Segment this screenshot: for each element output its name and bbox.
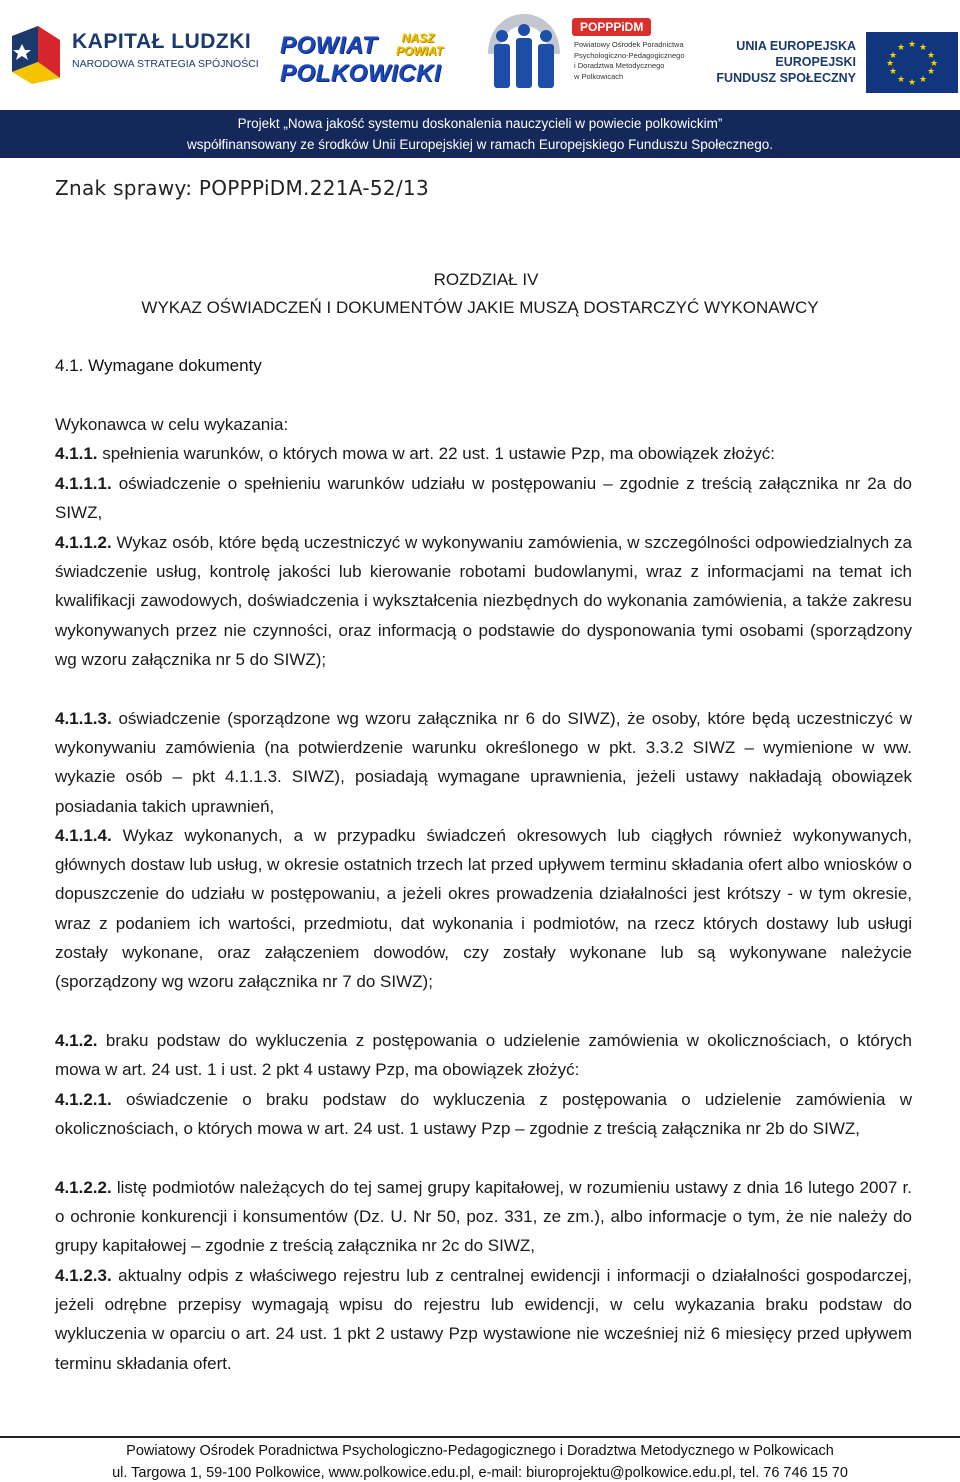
clause-number: 4.1.2. [55, 1031, 98, 1050]
kapital-ludzki-subtitle: NARODOWA STRATEGIA SPÓJNOŚCI [72, 58, 259, 70]
clause-number: 4.1.1.1. [55, 474, 112, 493]
popppidm-logo [480, 8, 685, 96]
clause-number: 4.1.2.3. [55, 1266, 112, 1285]
svg-text:★: ★ [926, 51, 936, 61]
popppidm-desc-line: Psychologiczno-Pedagogicznego [574, 50, 685, 60]
popppidm-description [574, 40, 685, 82]
kapital-ludzki-title: KAPITAŁ LUDZKI [72, 30, 252, 53]
clause-text: listę podmiotów należących do tej samej grupy kapitałowej, w rozumieniu ustawy z dnia 16 lutego 2007 r. o ochronie konkurencji i konsumentów (Dz. U. Nr 50, poz. 331, ze zm.), albo informacje o tym, że nie należy do grupy kapitałowej – zgodnie z treścią załącznika nr 2c do SIWZ, [55, 1178, 912, 1256]
project-line-1: Projekt „Nowa jakość systemu doskonalenia nauczycieli w powiecie polkowickim” [237, 116, 723, 131]
popppidm-desc-line: i Doradztwa Metodycznego [574, 61, 665, 70]
clause-text: braku podstaw do wykluczenia z postępowania o udzielenie zamówienia w okolicznościach, o których mowa w art. 24 ust. 1 i ust. 2 pkt 4 ustawy Pzp, ma obowiązek złożyć: [55, 1031, 912, 1080]
project-line-2: współfinansowany ze środków Unii Europejskiej w ramach Europejskiego Funduszu Społecznego. [186, 137, 774, 152]
clause-number: 4.1.1.4. [55, 826, 112, 845]
svg-text:★: ★ [896, 43, 906, 53]
section-heading: 4.1. Wymagane dokumenty [55, 356, 262, 375]
powiat-polkowicki-logo [278, 28, 444, 94]
svg-text:★: ★ [888, 51, 898, 61]
footer-contact: ul. Targowa 1, 59-100 Polkowice, www.polkowice.edu.pl, e-mail: biuroprojektu@polkowice.edu.pl, tel. 76 746 15 70 [112, 1465, 848, 1481]
kapital-ludzki-logo [8, 22, 259, 94]
clause-number: 4.1.1.2. [55, 533, 112, 552]
chapter-title: ROZDZIAŁ IV [433, 270, 539, 289]
clause-4-1-1-4 [55, 821, 912, 996]
intro-line: Wykonawca w celu wykazania: [55, 415, 289, 434]
clause-text: spełnienia warunków, o których mowa w art. 22 ust. 1 ustawie Pzp, ma obowiązek złożyć: [97, 444, 776, 463]
footer-divider [0, 1436, 960, 1438]
clause-text: aktualny odpis z właściwego rejestru lub z centralnej ewidencji i informacji o działalności gospodarczej, jeżeli odrębne przepisy wymagają wpisu do rejestru lub ewidencji, w celu wykazania braku podstaw do wykluczenia w oparciu o art. 24 ust. 1 pkt 2 ustawy Pzp wystawione nie wcześniej niż 6 miesięcy przed upływem terminu składania ofert. [55, 1266, 912, 1373]
popppidm-name: POPPPiDM [572, 18, 651, 36]
svg-text:★: ★ [929, 59, 939, 69]
clause-text: oświadczenie (sporządzone wg wzoru załącznika nr 6 do SIWZ), że osoby, które będą uczestniczyć w wykonywaniu zamówienia (na potwierdzenie warunku określonego w pkt. 3.3.2 SIWZ – wymienione w ww. wykazie osób – pkt 4.1.1.3. SIWZ), posiadają wymagane uprawnienia, jeżeli ustawy nakładają obowiązek posiadania takich uprawnień, [55, 709, 912, 816]
powiat-logo-tag: NASZ POWIAT [396, 31, 444, 58]
clause-4-1-2-3 [55, 1261, 912, 1378]
clause-4-1-1-3 [55, 704, 912, 821]
clause-4-1-1-1 [55, 469, 912, 527]
eu-text-line: EUROPEJSKI [775, 55, 856, 69]
powiat-logo-line2: POLKOWICKI [280, 60, 441, 87]
popppidm-desc-line: w Polkowicach [574, 71, 624, 81]
svg-text:★: ★ [888, 67, 898, 77]
clause-text: Wykaz wykonanych, a w przypadku świadczeń okresowych lub ciągłych również wykonywanych, głównych dostaw lub usług, w okresie ostatnich trzech lat przed upływem terminu składania ofert albo wniosków o dopuszczenie do udziału w postępowaniu, a jeżeli okres prowadzenia działalności jest krótszy - w tym okresie, wraz z podaniem ich wartości, przedmiotu, dat wykonania i podmiotów, na rzecz których dostawy lub usługi zostały wykonane, oraz załączeniem dowodów, czy zostały wykonane lub są wykonywane należycie (sporządzony wg wzoru załącznika nr 7 do SIWZ); [55, 826, 912, 992]
footer-institution: Powiatowy Ośrodek Poradnictwa Psychologiczno-Pedagogicznego i Doradztwa Metodycznego w Polkowicach [126, 1443, 834, 1459]
svg-text:★: ★ [907, 78, 917, 88]
clause-text: Wykaz osób, które będą uczestniczyć w wykonywaniu zamówienia, w szczególności odpowiedzialnych za świadczenie usług, kontrolę jakości lub kierowanie robotami budowlanymi, wraz z informacjami na temat ich kwalifikacji zawodowych, doświadczenia i wykształcenia niezbędnych do wykonania zamówienia, a także zakresu wykonywanych przez nie czynności, oraz informacją o podstawie do dysponowania tymi osobami (sporządzony wg wzoru załącznika nr 5 do SIWZ); [55, 533, 912, 669]
clause-number: 4.1.1. [55, 444, 98, 463]
powiat-logo-line1: POWIAT [280, 32, 378, 59]
popppidm-emblem-icon [480, 8, 568, 94]
popppidm-desc-line: Powiatowy Ośrodek Poradnictwa [574, 40, 684, 49]
svg-text:★: ★ [926, 67, 936, 77]
clause-text: oświadczenie o braku podstaw do wykluczenia z postępowania o udzielenie zamówienia w okolicznościach, o których mowa w art. 24 ust. 1 ustawy Pzp – zgodnie z treścią załącznika nr 2b do SIWZ, [55, 1090, 912, 1139]
page-footer [0, 1440, 960, 1482]
kapital-ludzki-emblem-icon [8, 22, 64, 86]
chapter-subtitle: WYKAZ OŚWIADCZEŃ I DOKUMENTÓW JAKIE MUSZĄ DOSTARCZYĆ WYKONAWCY [141, 298, 819, 317]
clause-text: oświadczenie o spełnieniu warunków udziału w postępowaniu – zgodnie z treścią załącznika nr 2a do SIWZ, [55, 474, 912, 523]
project-banner [0, 110, 960, 158]
clause-4-1-1-2 [55, 528, 912, 674]
intro-text [55, 410, 912, 439]
clause-4-1-2-1 [55, 1085, 912, 1143]
eu-flag-icon [866, 32, 958, 93]
eu-text-line: UNIA EUROPEJSKA [736, 39, 856, 53]
svg-text:★: ★ [907, 40, 917, 50]
svg-text:★: ★ [896, 75, 906, 85]
clause-4-1-2 [55, 1026, 912, 1084]
clause-number: 4.1.2.1. [55, 1090, 112, 1109]
case-reference: Znak sprawy: POPPPiDM.221A-52/13 [55, 176, 429, 200]
svg-text:★: ★ [918, 75, 928, 85]
clause-4-1-1 [55, 439, 912, 468]
eu-text-line: FUNDUSZ SPOŁECZNY [716, 71, 856, 85]
svg-text:★: ★ [885, 59, 895, 69]
svg-text:★: ★ [918, 43, 928, 53]
clause-number: 4.1.2.2. [55, 1178, 112, 1197]
clause-4-1-2-2 [55, 1173, 912, 1261]
clause-number: 4.1.1.3. [55, 709, 112, 728]
eu-social-fund-logo [716, 32, 960, 94]
